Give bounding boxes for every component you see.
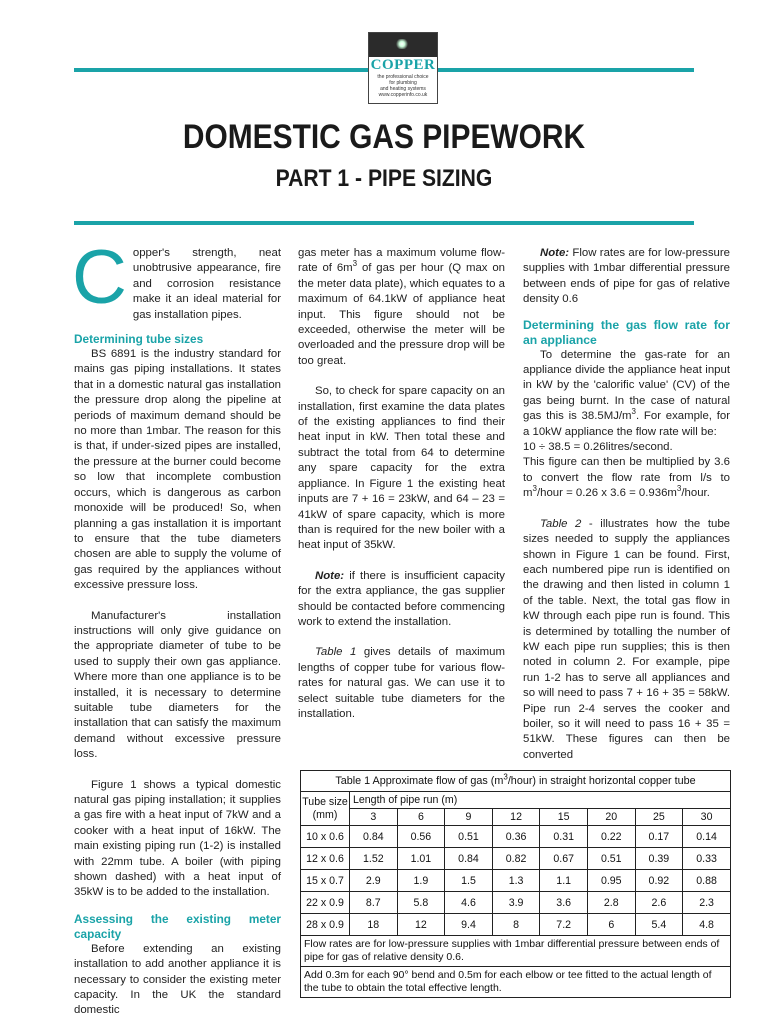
length-header-cell: 30	[683, 809, 731, 826]
meter-flow-text-a: gas meter has a maximum volume flow-rate of 6m	[298, 247, 505, 275]
paragraph-table-2	[523, 517, 730, 764]
flow-value-cell: 2.3	[683, 892, 731, 914]
flow-value-cell: 12	[397, 914, 445, 936]
paragraph-figure-1: Figure 1 shows a typical domestic natural gas piping installation; it supplies a gas fire with a heat input of 7kW and a cooker with a heat input of 16kW. The main existing piping run (1-2) is installed with 22mm tube. A boiler (with piping shown dashed) with a heat input of 35kW is to be added to the installation.	[74, 778, 281, 899]
flow-value-cell: 8.7	[350, 892, 398, 914]
table-1-gas-flow	[300, 770, 731, 998]
paragraph-note-flow-rates	[523, 246, 730, 308]
flow-value-cell: 0.33	[683, 848, 731, 870]
gas-rate-sup: 3	[631, 407, 636, 417]
flow-value-cell: 5.8	[397, 892, 445, 914]
calc2-sup-2: 3	[676, 484, 682, 494]
meter-flow-sup: 3	[352, 259, 358, 269]
flow-value-cell: 1.5	[445, 870, 493, 892]
tube-size-cell: 22 x 0.9	[301, 892, 350, 914]
length-header-cell: 9	[445, 809, 493, 826]
table-note-2: Add 0.3m for each 90° bend and 0.5m for each elbow or tee fitted to the actual length of the tube to obtain the total effective length.	[301, 967, 731, 998]
flow-value-cell: 0.39	[635, 848, 683, 870]
table-1-intro-text: gives details of maximum lengths of copper tube for various flow-rates for natural gas. We can use it to select suitable tube diameters for the installation.	[298, 646, 505, 720]
flow-value-cell: 1.3	[492, 870, 540, 892]
flow-value-cell: 7.2	[540, 914, 588, 936]
column-3	[523, 246, 730, 763]
page-title: DOMESTIC GAS PIPEWORK	[182, 118, 586, 156]
note-text: if there is insufficient capacity for the extra appliance, the gas supplier should be contacted before commencing work to extend the installation.	[298, 569, 505, 628]
paragraph-note-insufficient	[298, 569, 505, 631]
flow-value-cell: 0.22	[587, 826, 635, 848]
calc2-sup-1: 3	[532, 484, 537, 494]
logo-tagline-3: and heating systems	[380, 86, 426, 92]
flow-value-cell: 0.17	[635, 826, 683, 848]
flow-value-cell: 2.8	[587, 892, 635, 914]
note-text-col3: Flow rates are for low-pressure supplies with 1mbar differential pressure between ends of pipe for gas of relative density 0.6	[523, 247, 730, 306]
length-header-cell: 12	[492, 809, 540, 826]
table-1-caption	[301, 771, 731, 792]
column-1	[72, 235, 281, 1019]
note-label: Note:	[315, 569, 345, 582]
heading-determining-tube-sizes: Determining tube sizes	[74, 332, 204, 347]
flow-value-cell: 0.92	[635, 870, 683, 892]
length-header-cell: 6	[397, 809, 445, 826]
intro-paragraph	[72, 235, 281, 323]
tube-size-header: Tube size (mm)	[301, 792, 350, 826]
column-2	[298, 246, 505, 737]
flow-value-cell: 0.84	[350, 826, 398, 848]
header-rule-right	[436, 68, 694, 72]
table-row	[301, 870, 731, 892]
length-header-cell: 15	[540, 809, 588, 826]
copper-logo	[368, 32, 438, 104]
tube-size-cell: 10 x 0.6	[301, 826, 350, 848]
flow-value-cell: 4.8	[683, 914, 731, 936]
flow-value-cell: 1.1	[540, 870, 588, 892]
paragraph-table-1-intro	[298, 645, 505, 722]
logo-tagline-1: the professional choice	[377, 74, 429, 80]
flow-value-cell: 8	[492, 914, 540, 936]
intro-text: opper's strength, neat unobtrusive appearance, fire and corrosion resistance make it an ideal material for gas installation pipes.	[132, 247, 281, 321]
tube-size-cell: 12 x 0.6	[301, 848, 350, 870]
flow-value-cell: 1.01	[397, 848, 445, 870]
logo-band	[369, 33, 437, 57]
calc2-text-c: /hour.	[681, 487, 710, 500]
gas-rate-text-b: . For example, for a 10kW appliance the flow rate will be:	[523, 410, 730, 438]
table-row	[301, 848, 731, 870]
flow-value-cell: 6	[587, 914, 635, 936]
header-rule-left	[74, 68, 368, 72]
logo-word: COPPER	[370, 57, 436, 73]
title-rule	[74, 221, 694, 225]
paragraph-spare-capacity: So, to check for spare capacity on an installation, first examine the data plates of the existing appliances to find their heat input in kW. Then total these and subtract the total from 64 to determine any spare capacity for the extra appliance. In Figure 1 the existing heat inputs are 7 + 16 = 23kW, and 64 – 23 = 41kW of spare capacity, which is more than is required for the new boiler with a heat input of 35kW.	[298, 385, 505, 552]
table-row	[301, 892, 731, 914]
flow-value-cell: 2.6	[635, 892, 683, 914]
paragraph-manufacturer: Manufacturer's installation instructions will only give guidance on the appropriate diameter of tube to be used to supply their own gas appliance. Where more than one appliance is to be installed, it is necessary to determine suitable tube diameters for the installation that can satisfy the maximum demand without excessive pressure loss.	[74, 609, 281, 761]
calc-line-1: 10 ÷ 38.5 = 0.26litres/second.	[523, 441, 673, 454]
flow-value-cell: 0.84	[445, 848, 493, 870]
length-header-cell: 20	[587, 809, 635, 826]
flow-value-cell: 0.51	[445, 826, 493, 848]
heading-assessing-meter-capacity: Assessing the existing meter capacity	[74, 911, 281, 941]
flow-value-cell: 9.4	[445, 914, 493, 936]
flow-value-cell: 0.67	[540, 848, 588, 870]
logo-url: www.copperinfo.co.uk	[378, 92, 428, 98]
flow-value-cell: 5.4	[635, 914, 683, 936]
length-header-cell: 3	[350, 809, 398, 826]
length-header: Length of pipe run (m)	[350, 792, 731, 809]
tube-size-cell: 28 x 0.9	[301, 914, 350, 936]
caption-sup: 3	[503, 772, 508, 782]
flow-value-cell: 2.9	[350, 870, 398, 892]
caption-text-a: Table 1 Approximate flow of gas (m	[335, 775, 504, 787]
table-1-ref: Table 1	[315, 646, 357, 659]
caption-text-b: /hour) in straight horizontal copper tube	[507, 775, 696, 787]
flow-value-cell: 18	[350, 914, 398, 936]
table-2-ref: Table 2	[540, 517, 582, 530]
flow-value-cell: 0.14	[683, 826, 731, 848]
flow-value-cell: 3.9	[492, 892, 540, 914]
table-row	[301, 826, 731, 848]
calc2-text-a: This figure can then be multiplied by 3.6 to convert the flow rate from l/s to m	[523, 456, 730, 500]
logo-tagline-2: for plumbing	[389, 80, 417, 86]
table-row	[301, 914, 731, 936]
paragraph-bs6891: BS 6891 is the industry standard for mains gas piping installations. It states that in a domestic natural gas installation the pressure drop along the pipeline at periods of maximum demand should be no more than 1mbar. The reason for this is that, if under-sized pipes are installed, the pressure at the burner could become so low that incomplete combustion occurs, which is dangerous as carbon monoxide will be produced! So, when planning a gas installation it is important to ensure that the tube diameters chosen are able to supply the volume of gas required by the appliances without excessive pressure loss.	[74, 348, 281, 592]
table-note-1: Flow rates are for low-pressure supplies with 1mbar differential pressure between ends of pipe for gas of relative density 0.6.	[301, 936, 731, 967]
calc2-text-b: /hour = 0.26 x 3.6 = 0.936m	[536, 487, 677, 500]
flow-value-cell: 0.56	[397, 826, 445, 848]
flow-value-cell: 0.36	[492, 826, 540, 848]
gas-rate-text-a: To determine the gas-rate for an appliance divide the appliance heat input in kW by the 'calorific value' (CV) of the gas being burnt. In the case of natural gas this is 38.5MJ/m	[523, 348, 730, 423]
flow-value-cell: 0.82	[492, 848, 540, 870]
flow-value-cell: 1.9	[397, 870, 445, 892]
calc-line-2	[523, 455, 730, 501]
flow-value-cell: 1.52	[350, 848, 398, 870]
flow-value-cell: 0.88	[683, 870, 731, 892]
flow-value-cell: 3.6	[540, 892, 588, 914]
flow-value-cell: 0.31	[540, 826, 588, 848]
paragraph-meter-capacity: Before extending an existing installation to add another appliance it is necessary to consider the existing meter capacity. In the UK the standard domestic	[74, 942, 281, 1017]
length-header-cell: 25	[635, 809, 683, 826]
paragraph-gas-rate	[523, 348, 730, 440]
page-subtitle: PART 1 - PIPE SIZING	[275, 165, 493, 192]
drop-cap: C	[72, 235, 127, 320]
flow-value-cell: 4.6	[445, 892, 493, 914]
flow-value-cell: 0.51	[587, 848, 635, 870]
meter-flow-text-b: of gas per hour (Q max on the meter data plate), which equates to a maximum of 64.1kW of appliance heat input. This figure should not be exceeded, otherwise the meter will be overloaded and the pressure drop will be too great.	[298, 262, 506, 367]
heading-gas-flow-rate: Determining the gas flow rate for an appliance	[523, 317, 730, 347]
note-label-col3: Note:	[540, 247, 570, 259]
tube-size-cell: 15 x 0.7	[301, 870, 350, 892]
flow-value-cell: 0.95	[587, 870, 635, 892]
table-2-text: - illustrates how the tube sizes needed to supply the appliances shown in Figure 1 can be found. First, each numbered pipe run is identified on the drawing and then listed in column 1 of the table. Next, the total gas flow in kW through each pipe run is found. This is determined by totalling the number of kW each pipe run supplies; this is then noted in column 2. For example, pipe run 1-2 has to serve all appliances and so will need to pass 7 + 16 + 35 = 58kW. Pipe run 2-4 serves the cooker and boiler, so it will need to pass 16 + 35 = 51kW. These figures can then be converted	[523, 517, 730, 761]
paragraph-meter-flow	[298, 246, 505, 369]
